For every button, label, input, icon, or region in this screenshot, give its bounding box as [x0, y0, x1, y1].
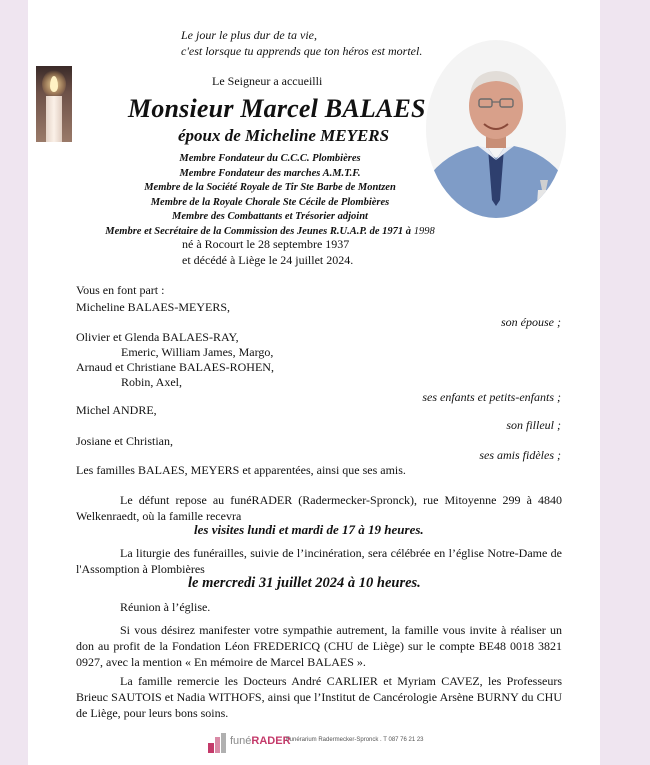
deceased-name: Monsieur Marcel BALAES — [128, 94, 426, 123]
godson-role: son filleul ; — [506, 418, 561, 432]
child-1: Olivier et Glenda BALAES-RAY, — [76, 330, 239, 344]
thanks-paragraph: La famille remercie les Docteurs André CARLIER et Myriam CAVEZ, les Professeurs Brieuc SAUTOIS et Nadia WITHOFS, ainsi que l’Institut de Cancérologie Arsène BURNY du CHU de Liège, pour leurs bons soins. — [76, 674, 562, 720]
birth-info — [182, 236, 353, 268]
family-intro: Vous en font part : — [76, 283, 165, 297]
funeral-date: le mercredi 31 juillet 2024 à 10 heures. — [188, 575, 421, 591]
spouse-name: Micheline BALAES-MEYERS, — [76, 300, 230, 314]
liturgy-paragraph: La liturgie des funérailles, suivie de l’incinération, sera célébrée en l’église Notre-Dame de l'Assomption à Plombières — [76, 546, 562, 576]
funerader-logo-icon — [208, 733, 228, 755]
meeting-info: Réunion à l’église. — [120, 600, 211, 614]
quote-line-2: c'est lorsque tu apprends que ton héros est mortel. — [181, 44, 423, 58]
role-item: Membre Fondateur du C.C.C. Plombières — [179, 153, 361, 164]
candle-flame-icon — [50, 76, 58, 92]
footer-contact: Funérarium Radermecker-Spronck . T 087 76 21 23 — [286, 737, 424, 743]
role-item: Membre de la Société Royale de Tir Ste Barbe de Montzen — [144, 182, 396, 194]
child-2: Arnaud et Christiane BALAES-ROHEN, — [76, 360, 274, 374]
portrait-photo — [426, 40, 566, 218]
deceased-spouse: époux de Micheline MEYERS — [178, 126, 390, 145]
death-date: et décédé à Liège le 24 juillet 2024. — [182, 253, 354, 267]
roles-list — [90, 152, 450, 240]
children-role: ses enfants et petits-enfants ; — [422, 390, 561, 404]
grandchildren-1: Emeric, William James, Margo, — [121, 345, 274, 359]
friends-role: ses amis fidèles ; — [479, 448, 561, 462]
godson-name: Michel ANDRE, — [76, 403, 157, 417]
role-item: Membre des Combattants et Trésorier adjoint — [172, 211, 368, 223]
candle-image — [36, 66, 72, 142]
visits-info: les visites lundi et mardi de 17 à 19 heures. — [194, 522, 424, 537]
role-item: Membre de la Royale Chorale Ste Cécile de Plombières — [150, 196, 390, 208]
role-year: 1998 — [413, 225, 435, 237]
footer-brand: funéRADER — [230, 735, 291, 747]
grandchildren-2: Robin, Axel, — [121, 375, 183, 389]
friends-name: Josiane et Christian, — [76, 434, 173, 448]
role-item: Membre Fondateur des marches A.M.T.F. — [179, 167, 361, 179]
rest-paragraph: Le défunt repose au funéRADER (Radermecker-Spronck), rue Mitoyenne 299 à 4840 Welkenraedt, où la famille recevra — [76, 493, 562, 523]
role-item: Membre et Secrétaire de la Commission des Jeunes R.U.A.P. de 1971 à 1998 — [105, 225, 435, 237]
sympathy-paragraph: Si vous désirez manifester votre sympathie autrement, la famille vous invite à réaliser un don au profit de la Fondation Léon FREDERICQ (CHU de Liège) sur le compte BE48 0018 3821 0927, avec la mention « En mémoire de Marcel BALAES ». — [76, 623, 562, 669]
families-line: Les familles BALAES, MEYERS et apparentées, ainsi que ses amis. — [76, 463, 406, 477]
birth-date: né à Rocourt le 28 septembre 1937 — [182, 237, 350, 251]
quote-line-1: Le jour le plus dur de ta vie, — [181, 28, 317, 42]
spouse-role: son épouse ; — [501, 315, 561, 329]
footer-logo — [208, 733, 424, 755]
intro-text: Le Seigneur a accueilli — [212, 74, 323, 88]
